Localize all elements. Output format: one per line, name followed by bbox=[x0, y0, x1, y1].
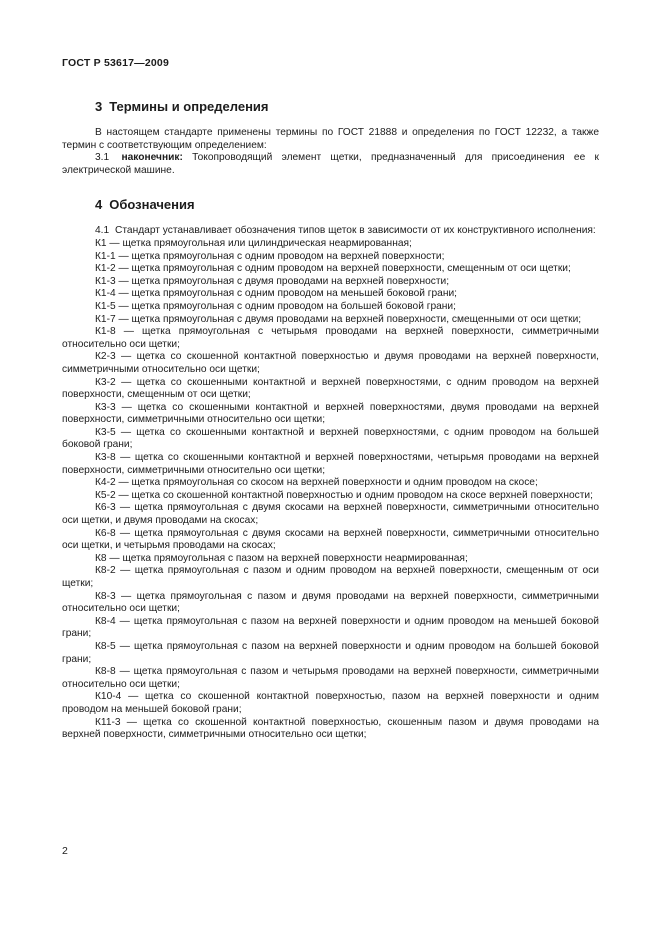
designation-item: К2-3 — щетка со скошенной контактной поверхностью и двумя проводами на верхней поверхности, симметричными относительно оси щетки; bbox=[62, 351, 599, 375]
designation-item: К10-4 — щетка со скошенной контактной поверхностью, пазом на верхней поверхности и одним проводом на меньшей боковой грани; bbox=[62, 691, 599, 715]
designation-item: К3-8 — щетка со скошенными контактной и верхней поверхностями, четырьмя проводами на верхней поверхности, симметричными относительно оси щетки; bbox=[62, 452, 599, 476]
designation-item: К3-2 — щетка со скошенными контактной и верхней поверхностями, с одним проводом на верхней поверхности, смещенным от оси щетки; bbox=[62, 376, 599, 401]
clause-4-1-paragraph bbox=[62, 225, 599, 238]
section-4-title: Обозначения bbox=[109, 197, 195, 213]
designation-item: К8-3 — щетка прямоугольная с пазом и двумя проводами на верхней поверхности, симметричными относительно оси щетки; bbox=[62, 590, 599, 615]
section-3-intro-paragraph: В настоящем стандарте применены термины по ГОСТ 21888 и определения по ГОСТ 12232, а также термин с соответствующим определением: bbox=[62, 127, 599, 151]
designation-item: К1-8 — щетка прямоугольная с четырьмя проводами на верхней поверхности, симметричными относительно оси щетки; bbox=[62, 326, 599, 350]
designation-item: К1-1 — щетка прямоугольная с одним проводом на верхней поверхности; bbox=[95, 250, 445, 262]
designation-item: К1-2 — щетка прямоугольная с одним проводом на верхней поверхности, смещенным от оси щетки; bbox=[95, 263, 571, 275]
designation-item: К8-8 — щетка прямоугольная с пазом и четырьмя проводами на верхней поверхности, симметричными относительно оси щетки; bbox=[62, 666, 599, 690]
clause-4-1-number: 4.1 bbox=[95, 225, 110, 237]
designation-item: К8-2 — щетка прямоугольная с пазом и одним проводом на верхней поверхности, смещенным от оси щетки; bbox=[62, 565, 599, 589]
clause-3-1-term: наконечник: bbox=[121, 152, 183, 164]
designation-item: К6-3 — щетка прямоугольная с двумя скосами на верхней поверхности, симметричными относительно оси щетки, и двумя проводами на скосах; bbox=[62, 502, 599, 527]
section-3-title: Термины и определения bbox=[109, 99, 269, 114]
clause-4-1-text: Стандарт устанавливает обозначения типов щеток в зависимости от их конструктивного исполнения: bbox=[115, 225, 596, 237]
designation-item: К3-3 — щетка со скошенными контактной и верхней поверхностями, двумя проводами на верхней поверхности, симметричными относительно оси щетки; bbox=[62, 401, 599, 426]
clause-3-1-paragraph bbox=[62, 152, 599, 177]
designation-item: К8-4 — щетка прямоугольная с пазом на верхней поверхности и одним проводом на меньшей боковой грани; bbox=[62, 615, 599, 640]
designation-item: К1-3 — щетка прямоугольная с двумя проводами на верхней поверхности; bbox=[95, 275, 450, 287]
designation-list bbox=[62, 238, 599, 742]
section-4-heading bbox=[95, 197, 599, 212]
page-content bbox=[62, 57, 599, 742]
section-3-number: 3 bbox=[95, 99, 103, 114]
designation-item: К4-2 — щетка прямоугольная со скосом на верхней поверхности и одним проводом на скосе; bbox=[95, 477, 538, 489]
section-4-number: 4 bbox=[95, 197, 103, 213]
section-3-heading bbox=[95, 99, 599, 114]
clause-3-1-number: 3.1 bbox=[95, 152, 110, 164]
designation-item: К11-3 — щетка со скошенной контактной поверхностью, скошенным пазом и двумя проводами на верхней поверхности, симметричными относительно оси щетки; bbox=[62, 716, 599, 741]
page-number: 2 bbox=[62, 845, 68, 857]
designation-item: К8-5 — щетка прямоугольная с пазом на верхней поверхности и одним проводом на большей боковой грани; bbox=[62, 640, 599, 665]
document-code-header: ГОСТ Р 53617—2009 bbox=[62, 57, 170, 69]
designation-item: К8 — щетка прямоугольная с пазом на верхней поверхности неармированная; bbox=[95, 552, 468, 564]
designation-item: К6-8 — щетка прямоугольная с двумя скосами на верхней поверхности, симметричными относительно оси щетки, и четырьмя проводами на скосах; bbox=[62, 527, 599, 552]
designation-item: К3-5 — щетка со скошенными контактной и верхней поверхностями, с одним проводом на большей боковой грани; bbox=[62, 426, 599, 451]
clause-3-1-text: Токопроводящий элемент щетки, предназначенный для присоединения ее к электрической машине. bbox=[62, 152, 599, 176]
designation-item: К1-7 — щетка прямоугольная с двумя проводами на верхней поверхности, смещенными от оси щетки; bbox=[95, 313, 582, 325]
designation-item: К1-5 — щетка прямоугольная с одним проводом на большей боковой грани; bbox=[95, 300, 456, 312]
designation-item: К5-2 — щетка со скошенной контактной поверхностью и одним проводом на скосе верхней поверхности; bbox=[95, 489, 593, 501]
designation-item: К1-4 — щетка прямоугольная с одним проводом на меньшей боковой грани; bbox=[95, 288, 457, 300]
designation-item: К1 — щетка прямоугольная или цилиндрическая неармированная; bbox=[95, 237, 412, 249]
